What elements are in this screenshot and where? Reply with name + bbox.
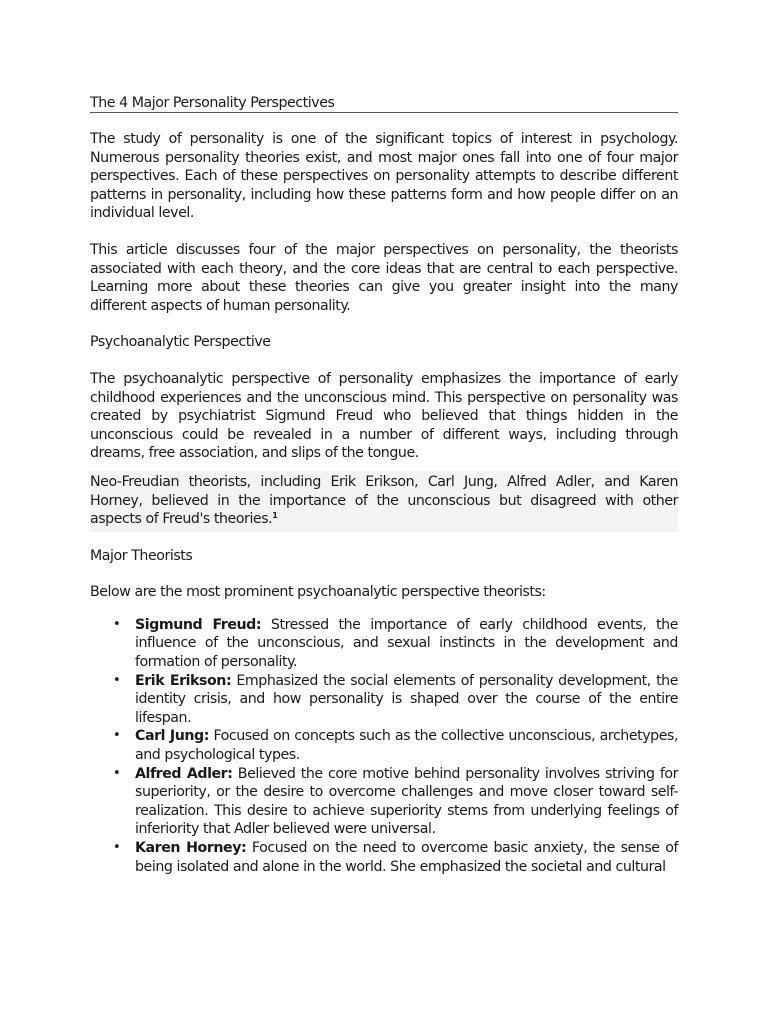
bullet-icon: • [113, 672, 121, 688]
bullet-icon: • [113, 840, 121, 855]
footnote-marker[interactable]: 1 [272, 511, 278, 521]
theorist-name: Karen Horney: [135, 840, 247, 856]
document-title: The 4 Major Personality Perspectives [90, 94, 678, 113]
theorist-name: Sigmund Freud: [135, 616, 262, 633]
major-theorists-heading: Major Theorists [90, 547, 193, 564]
theorist-name: Carl Jung: [135, 728, 209, 745]
document-page [90, 94, 678, 876]
list-item [113, 839, 678, 876]
intro-paragraph-1: The study of personality is one of the significant topics of interest in psychology. Numerous personality theories exist, and most major ones fall into one of four major perspectives. Each of these perspectives on personality attempts to describe different patterns in personality, including how these patterns form and how people differ on an individual level. [90, 131, 678, 222]
psychoanalytic-heading: Psychoanalytic Perspective [90, 334, 271, 351]
list-item [113, 672, 678, 728]
bullet-icon: • [113, 728, 121, 744]
list-item [113, 727, 679, 764]
theorist-description: Focused on concepts such as the collective unconscious, archetypes, and psychological types. [135, 728, 679, 764]
theorist-name: Alfred Adler: [135, 765, 233, 782]
neo-freudian-callout [90, 471, 678, 532]
callout-text: Neo-Freudian theorists, including Erik Erikson, Carl Jung, Alfred Adler, and Karen Horney, believed in the importance of the unconscious but disagreed with other aspects of Freud's theories. [90, 473, 678, 528]
bullet-icon: • [113, 765, 121, 781]
theorist-name: Erik Erikson: [135, 672, 232, 689]
list-item [113, 616, 678, 672]
theorist-description: Emphasized the social elements of personality development, the identity crisis, and how personality is shaped over the course of the entire lifespan. [135, 672, 678, 726]
psychoanalytic-paragraph: The psychoanalytic perspective of personality emphasizes the importance of early childhood experiences and the unconscious mind. This perspective on personality was created by psychiatrist Sigmund Freud who believed that things hidden in the unconscious could be revealed in a number of different ways, including through dreams, free association, and slips of the tongue. [90, 370, 678, 462]
list-item [113, 765, 679, 839]
theorist-description: Stressed the importance of early childhood events, the influence of the unconscious, and sexual instincts in the development and formation of personality. [135, 616, 678, 671]
major-theorists-intro: Below are the most prominent psychoanalytic perspective theorists: [90, 584, 546, 601]
theorist-list [90, 616, 678, 876]
theorist-description: Focused on the need to overcome basic anxiety, the sense of being isolated and alone in the world. She emphasized the societal and cultural [135, 840, 678, 875]
theorist-description: Believed the core motive behind personality involves striving for superiority, or the desire to overcome challenges and move closer toward self-realization. This desire to achieve superiority stems from underlying feelings of inferiority that Adler believed were universal. [135, 765, 679, 838]
intro-paragraph-2: This article discusses four of the major perspectives on personality, the theorists associated with each theory, and the core ideas that are central to each perspective. Learning more about these theories can give you greater insight into the many different aspects of human personality. [90, 241, 678, 314]
bullet-icon: • [113, 616, 121, 632]
